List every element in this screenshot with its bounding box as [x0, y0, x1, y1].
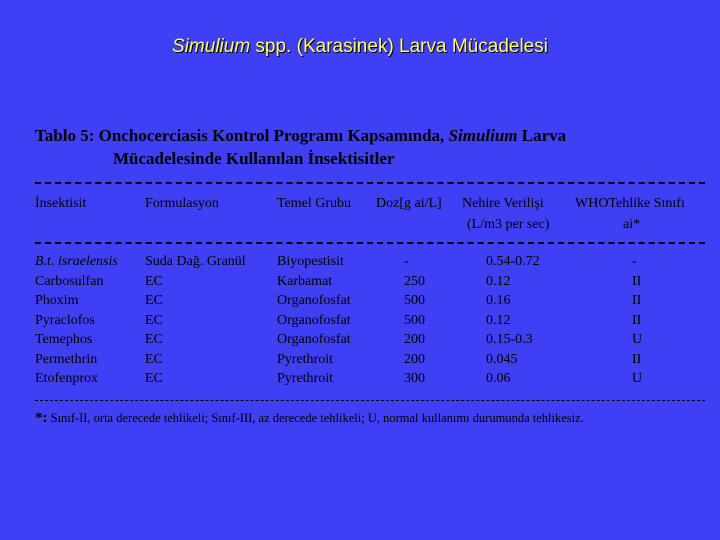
cell-dose: 250 [404, 273, 425, 289]
cell-who-class: II [632, 351, 642, 367]
cell-formulation: EC [145, 351, 163, 367]
cell-dose: 300 [404, 371, 425, 386]
header-rate-unit: (L/m3 per sec) [467, 217, 550, 232]
cell-formulation: EC [145, 371, 163, 386]
cell-group: Pyrethroit [277, 371, 333, 386]
cell-rate: 0.54-0.72 [486, 254, 540, 269]
cell-dose: - [404, 254, 409, 269]
cell-insecticide: Phoxim [35, 293, 79, 308]
slide-title [0, 36, 720, 58]
header-class-unit: ai* [623, 217, 641, 232]
cell-formulation: EC [145, 312, 163, 328]
title-rest: spp. (Karasinek) Larva Mücadelesi [250, 36, 548, 57]
cell-dose: 500 [404, 293, 425, 308]
cell-dose: 500 [404, 312, 425, 328]
cell-insecticide: Permethrin [35, 351, 98, 367]
cell-group: Organofosfat [277, 312, 351, 328]
cell-dose: 200 [404, 332, 425, 347]
cell-who-class: II [632, 273, 642, 289]
cell-rate: 0.045 [486, 351, 518, 367]
header-who-class: WHOTehlike Sınıfı [575, 196, 685, 211]
table-row [0, 313, 720, 333]
header-bottom-divider [35, 242, 705, 244]
cell-who-class: - [632, 254, 637, 269]
header-insecticide: İnsektisit [35, 196, 87, 211]
cell-formulation: EC [145, 273, 163, 289]
cell-dose: 200 [404, 351, 425, 367]
cell-rate: 0.12 [486, 312, 511, 328]
footnote-star: *: [35, 410, 48, 426]
footnote-text: Sınıf-II, orta derecede tehlikeli; Sınıf-III, az derecede tehlikeli; U, normal kullanımı durumunda tehlikesiz. [47, 411, 584, 425]
caption-suffix: Larva [517, 126, 567, 145]
cell-who-class: II [632, 312, 642, 328]
cell-insecticide: Carbosulfan [35, 273, 104, 289]
cell-insecticide: B.t. israelensis [35, 254, 118, 269]
header-dose: Doz[g ai/L] [376, 196, 442, 211]
cell-formulation: Suda Dağ. Granül [145, 254, 246, 269]
cell-rate: 0.06 [486, 371, 511, 386]
header-formulation: Formulasyon [145, 196, 219, 211]
cell-rate: 0.15-0.3 [486, 332, 533, 347]
table-row [0, 352, 720, 372]
table-row [0, 254, 720, 274]
caption-line2: Mücadelesinde Kullanılan İnsektisitler [113, 149, 395, 168]
footnote [35, 410, 705, 427]
cell-who-class: II [632, 293, 642, 308]
table-row [0, 332, 720, 352]
table-caption [35, 124, 705, 170]
cell-insecticide: Temephos [35, 332, 93, 347]
table-bottom-divider [35, 400, 705, 401]
cell-group: Organofosfat [277, 332, 351, 347]
table-row [0, 274, 720, 294]
caption-genus: Simulium [448, 126, 518, 145]
caption-prefix: Tablo 5: Onchocerciasis Kontrol Programı Kapsamında, [35, 126, 449, 145]
cell-group: Karbamat [277, 273, 333, 289]
table-row [0, 293, 720, 313]
table-header-row [0, 196, 720, 216]
cell-group: Pyrethroit [277, 351, 333, 367]
cell-rate: 0.12 [486, 273, 511, 289]
header-top-divider [35, 182, 705, 184]
cell-insecticide: Etofenprox [35, 371, 98, 386]
cell-group: Biyopestisit [277, 254, 344, 269]
cell-rate: 0.16 [486, 293, 511, 308]
header-rate: Nehire Verilişi [462, 196, 544, 211]
cell-who-class: U [632, 332, 643, 347]
cell-formulation: EC [145, 293, 163, 308]
table-header-subrow [0, 217, 720, 237]
cell-who-class: U [632, 371, 643, 386]
title-genus: Simulium [172, 36, 251, 57]
cell-group: Organofosfat [277, 293, 351, 308]
cell-formulation: EC [145, 332, 163, 347]
header-group: Temel Grubu [277, 196, 352, 211]
table-row [0, 371, 720, 391]
cell-insecticide: Pyraclofos [35, 312, 95, 328]
